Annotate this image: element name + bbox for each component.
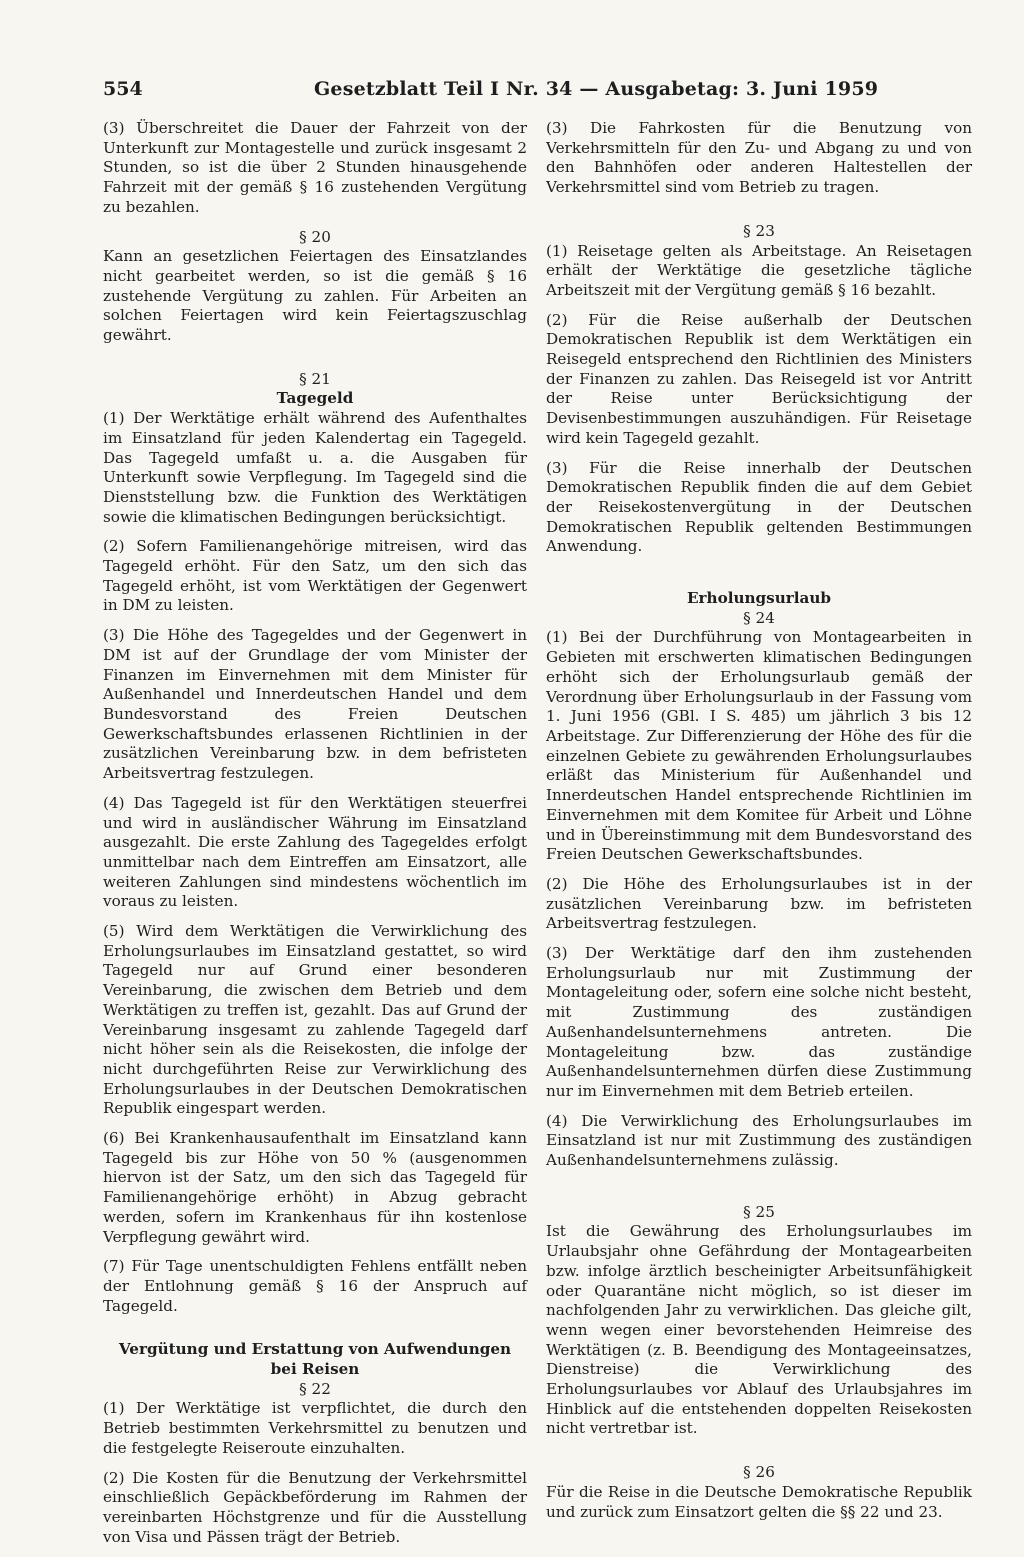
- paragraph-23-3: (3) Für die Reise innerhalb der Deutschen Demokratischen Republik finden die auf dem Gebiet der Reisekostenvergütung in der Deutschen Demokratischen Republik geltenden Bestimmungen Anwendung.: [546, 458, 972, 556]
- section-21-heading: Tagegeld: [276, 389, 354, 408]
- paragraph-23-1: (1) Reisetage gelten als Arbeitstage. An Reisetagen erhält der Werktätige die gesetzliche tägliche Arbeitszeit mit der Vergütung gemäß § 16 bezahlt.: [546, 241, 972, 299]
- paragraph-24-4: (4) Die Verwirklichung des Erholungsurlaubes im Einsatzland ist nur mit Zustimmung des zuständigen Außenhandelsunternehmens zulässig.: [546, 1111, 972, 1170]
- paragraph-21-6: (6) Bei Krankenhausaufenthalt im Einsatzland kann Tagegeld bis zur Höhe von 50 % (ausgenommen hiervon ist der Satz, um den sich das Tagegeld für Familienangehörige erhöht) in Abzug gebracht werden, sofern im Krankenhaus für ihn kostenlose Verpflegung gewährt wird.: [103, 1129, 527, 1246]
- paragraph-24-2: (2) Die Höhe des Erholungsurlaubes ist in der zusätzlichen Vereinbarung bzw. im befristeten Arbeitsvertrag festzulegen.: [546, 874, 972, 933]
- page-number: 554: [103, 78, 143, 100]
- section-22-number: § 22: [299, 1379, 331, 1398]
- section-20-number: § 20: [299, 227, 331, 246]
- paragraph-19-3: (3) Überschreitet die Dauer der Fahrzeit von der Unterkunft zur Montagestelle und zurück insgesamt 2 Stunden, so ist die über 2 Stunden hinausgehende Fahrzeit mit der gemäß § 16 zustehenden Vergütung zu bezahlen.: [103, 119, 527, 216]
- section-22-heading-line-2: bei Reisen: [270, 1360, 360, 1379]
- paragraph-21-4: (4) Das Tagegeld ist für den Werktätigen steuerfrei und wird in ausländischer Währung im Einsatzland ausgezahlt. Die erste Zahlung des Tagegeldes erfolgt unmittelbar nach dem Eintreffen am Einsatzort, alle weiteren Zahlungen sind mindestens wöchentlich im voraus zu leisten.: [103, 793, 527, 911]
- paragraph-22-3: (3) Die Fahrkosten für die Benutzung von Verkehrsmitteln für den Zu- und Abgang zu und von den Bahnhöfen oder anderen Haltestellen der Verkehrsmittel sind vom Betrieb zu tragen.: [546, 119, 972, 197]
- section-23-number: § 23: [743, 221, 775, 240]
- paragraph-25: Ist die Gewährung des Erholungsurlaubes im Urlaubsjahr ohne Gefährdung der Montagearbeiten bzw. infolge ärztlich bescheinigter Arbeitsunfähigkeit oder Quarantäne nicht möglich, so ist dieser im nachfolgenden Jahr zu verwirklichen. Das gleiche gilt, wenn wegen einer bevorstehenden Heimreise des Werktätigen (z. B. Beendigung des Montageeinsatzes, Dienstreise) die Verwirklichung des Erholungsurlaubes vor Ablauf des Urlaubsjahres im Hinblick auf die entstehenden doppelten Reisekosten nicht vertretbar ist.: [546, 1222, 972, 1438]
- paragraph-26: Für die Reise in die Deutsche Demokratische Republik und zurück zum Einsatzort gelten die §§ 22 und 23.: [546, 1482, 972, 1521]
- paragraph-21-1: (1) Der Werktätige erhält während des Aufenthaltes im Einsatzland für jeden Kalendertag ein Tagegeld. Das Tagegeld umfaßt u. a. die Ausgaben für Unterkunft sowie Verpflegung. Im Tagegeld sind die Dienststellung bzw. die Funktion des Werktätigen sowie die klimatischen Bedingungen berücksichtigt.: [103, 409, 527, 526]
- paragraph-24-3: (3) Der Werktätige darf den ihm zustehenden Erholungsurlaub nur mit Zustimmung der Montageleitung oder, sofern eine solche nicht besteht, mit Zustimmung des zuständigen Außenhandelsunternehmens antreten. Die Montageleitung bzw. das zuständige Außenhandelsunternehmen dürfen diese Zustimmung nur im Einvernehmen mit dem Betrieb erteilen.: [546, 944, 972, 1100]
- paragraph-24-1: (1) Bei der Durchführung von Montagearbeiten in Gebieten mit erschwerten klimatischen Bedingungen erhöht sich der Erholungsurlaub gemäß der Verordnung über Erholungsurlaub in der Fassung vom 1. Juni 1956 (GBl. I S. 485) um jährlich 3 bis 12 Arbeitstage. Zur Differenzierung der Höhe des für die einzelnen Gebiete zu gewährenden Erholungsurlaubes erläßt das Ministerium für Außenhandel und Innerdeutschen Handel entsprechende Richtlinien im Einvernehmen mit dem Komitee für Arbeit und Löhne und in Übereinstimmung mit dem Bundesvorstand des Freien Deutschen Gewerkschaftsbundes.: [546, 628, 972, 864]
- section-26-number: § 26: [743, 1463, 775, 1482]
- right-column: [546, 119, 972, 1532]
- running-title: Gesetzblatt Teil I Nr. 34 — Ausgabetag: 3. Juni 1959: [314, 78, 879, 100]
- section-22-heading-line-1: Vergütung und Erstattung von Aufwendungen: [118, 1340, 512, 1359]
- section-25-number: § 25: [743, 1202, 775, 1221]
- paragraph-21-5: (5) Wird dem Werktätigen die Verwirklichung des Erholungsurlaubes im Einsatzland gestattet, so wird Tagegeld nur auf Grund einer besonderen Vereinbarung, die zwischen dem Betrieb und dem Werktätigen zu treffen ist, gezahlt. Das auf Grund der Vereinbarung insgesamt zu zahlende Tagegeld darf nicht höher sein als die Reisekosten, die infolge der nicht durchgeführten Reise zur Verwirklichung des Erholungsurlaubes in der Deutschen Demokratischen Republik eingespart werden.: [103, 922, 527, 1118]
- left-column: [103, 119, 527, 1557]
- paragraph-21-2: (2) Sofern Familienangehörige mitreisen, wird das Tagegeld erhöht. Für den Satz, um den sich das Tagegeld erhöht, ist vom Werktätigen der Gegenwert in DM zu leisten.: [103, 537, 527, 615]
- section-21-number: § 21: [299, 369, 331, 388]
- paragraph-23-2: (2) Für die Reise außerhalb der Deutschen Demokratischen Republik ist dem Werktätigen ein Reisegeld entsprechend den Richtlinien des Ministers der Finanzen zu zahlen. Das Reisegeld ist vor Antritt der Reise unter Berücksichtigung der Devisenbestimmungen auszuhändigen. Für Reisetage wird kein Tagegeld gezahlt.: [546, 310, 972, 447]
- paragraph-22-1: (1) Der Werktätige ist verpflichtet, die durch den Betrieb bestimmten Verkehrsmittel zu benutzen und die festgelegte Reiseroute einzuhalten.: [103, 1399, 527, 1457]
- paragraph-22-2: (2) Die Kosten für die Benutzung der Verkehrsmittel einschließlich Gepäckbeförderung im Rahmen der vereinbarten Höchstgrenze und für die Ausstellung von Visa und Pässen trägt der Betrieb.: [103, 1468, 527, 1546]
- section-24-number: § 24: [743, 608, 775, 627]
- section-24-heading: Erholungsurlaub: [686, 589, 832, 608]
- paragraph-21-7: (7) Für Tage unentschuldigten Fehlens entfällt neben der Entlohnung gemäß § 16 der Anspruch auf Tagegeld.: [103, 1257, 527, 1315]
- paragraph-20: Kann an gesetzlichen Feiertagen des Einsatzlandes nicht gearbeitet werden, so ist die gemäß § 16 zustehende Vergütung zu zahlen. Für Arbeiten an solchen Feiertagen wird kein Feiertagszuschlag gewährt.: [103, 247, 527, 345]
- paragraph-21-3: (3) Die Höhe des Tagegeldes und der Gegenwert in DM ist auf der Grundlage der vom Minister der Finanzen im Einvernehmen mit dem Minister für Außenhandel und Innerdeutschen Handel und dem Bundesvorstand des Freien Deutschen Gewerkschaftsbundes erlassenen Richtlinien in der zusätzlichen Vereinbarung bzw. in dem befristeten Arbeitsvertrag festzulegen.: [103, 626, 527, 783]
- page-header: [103, 78, 973, 108]
